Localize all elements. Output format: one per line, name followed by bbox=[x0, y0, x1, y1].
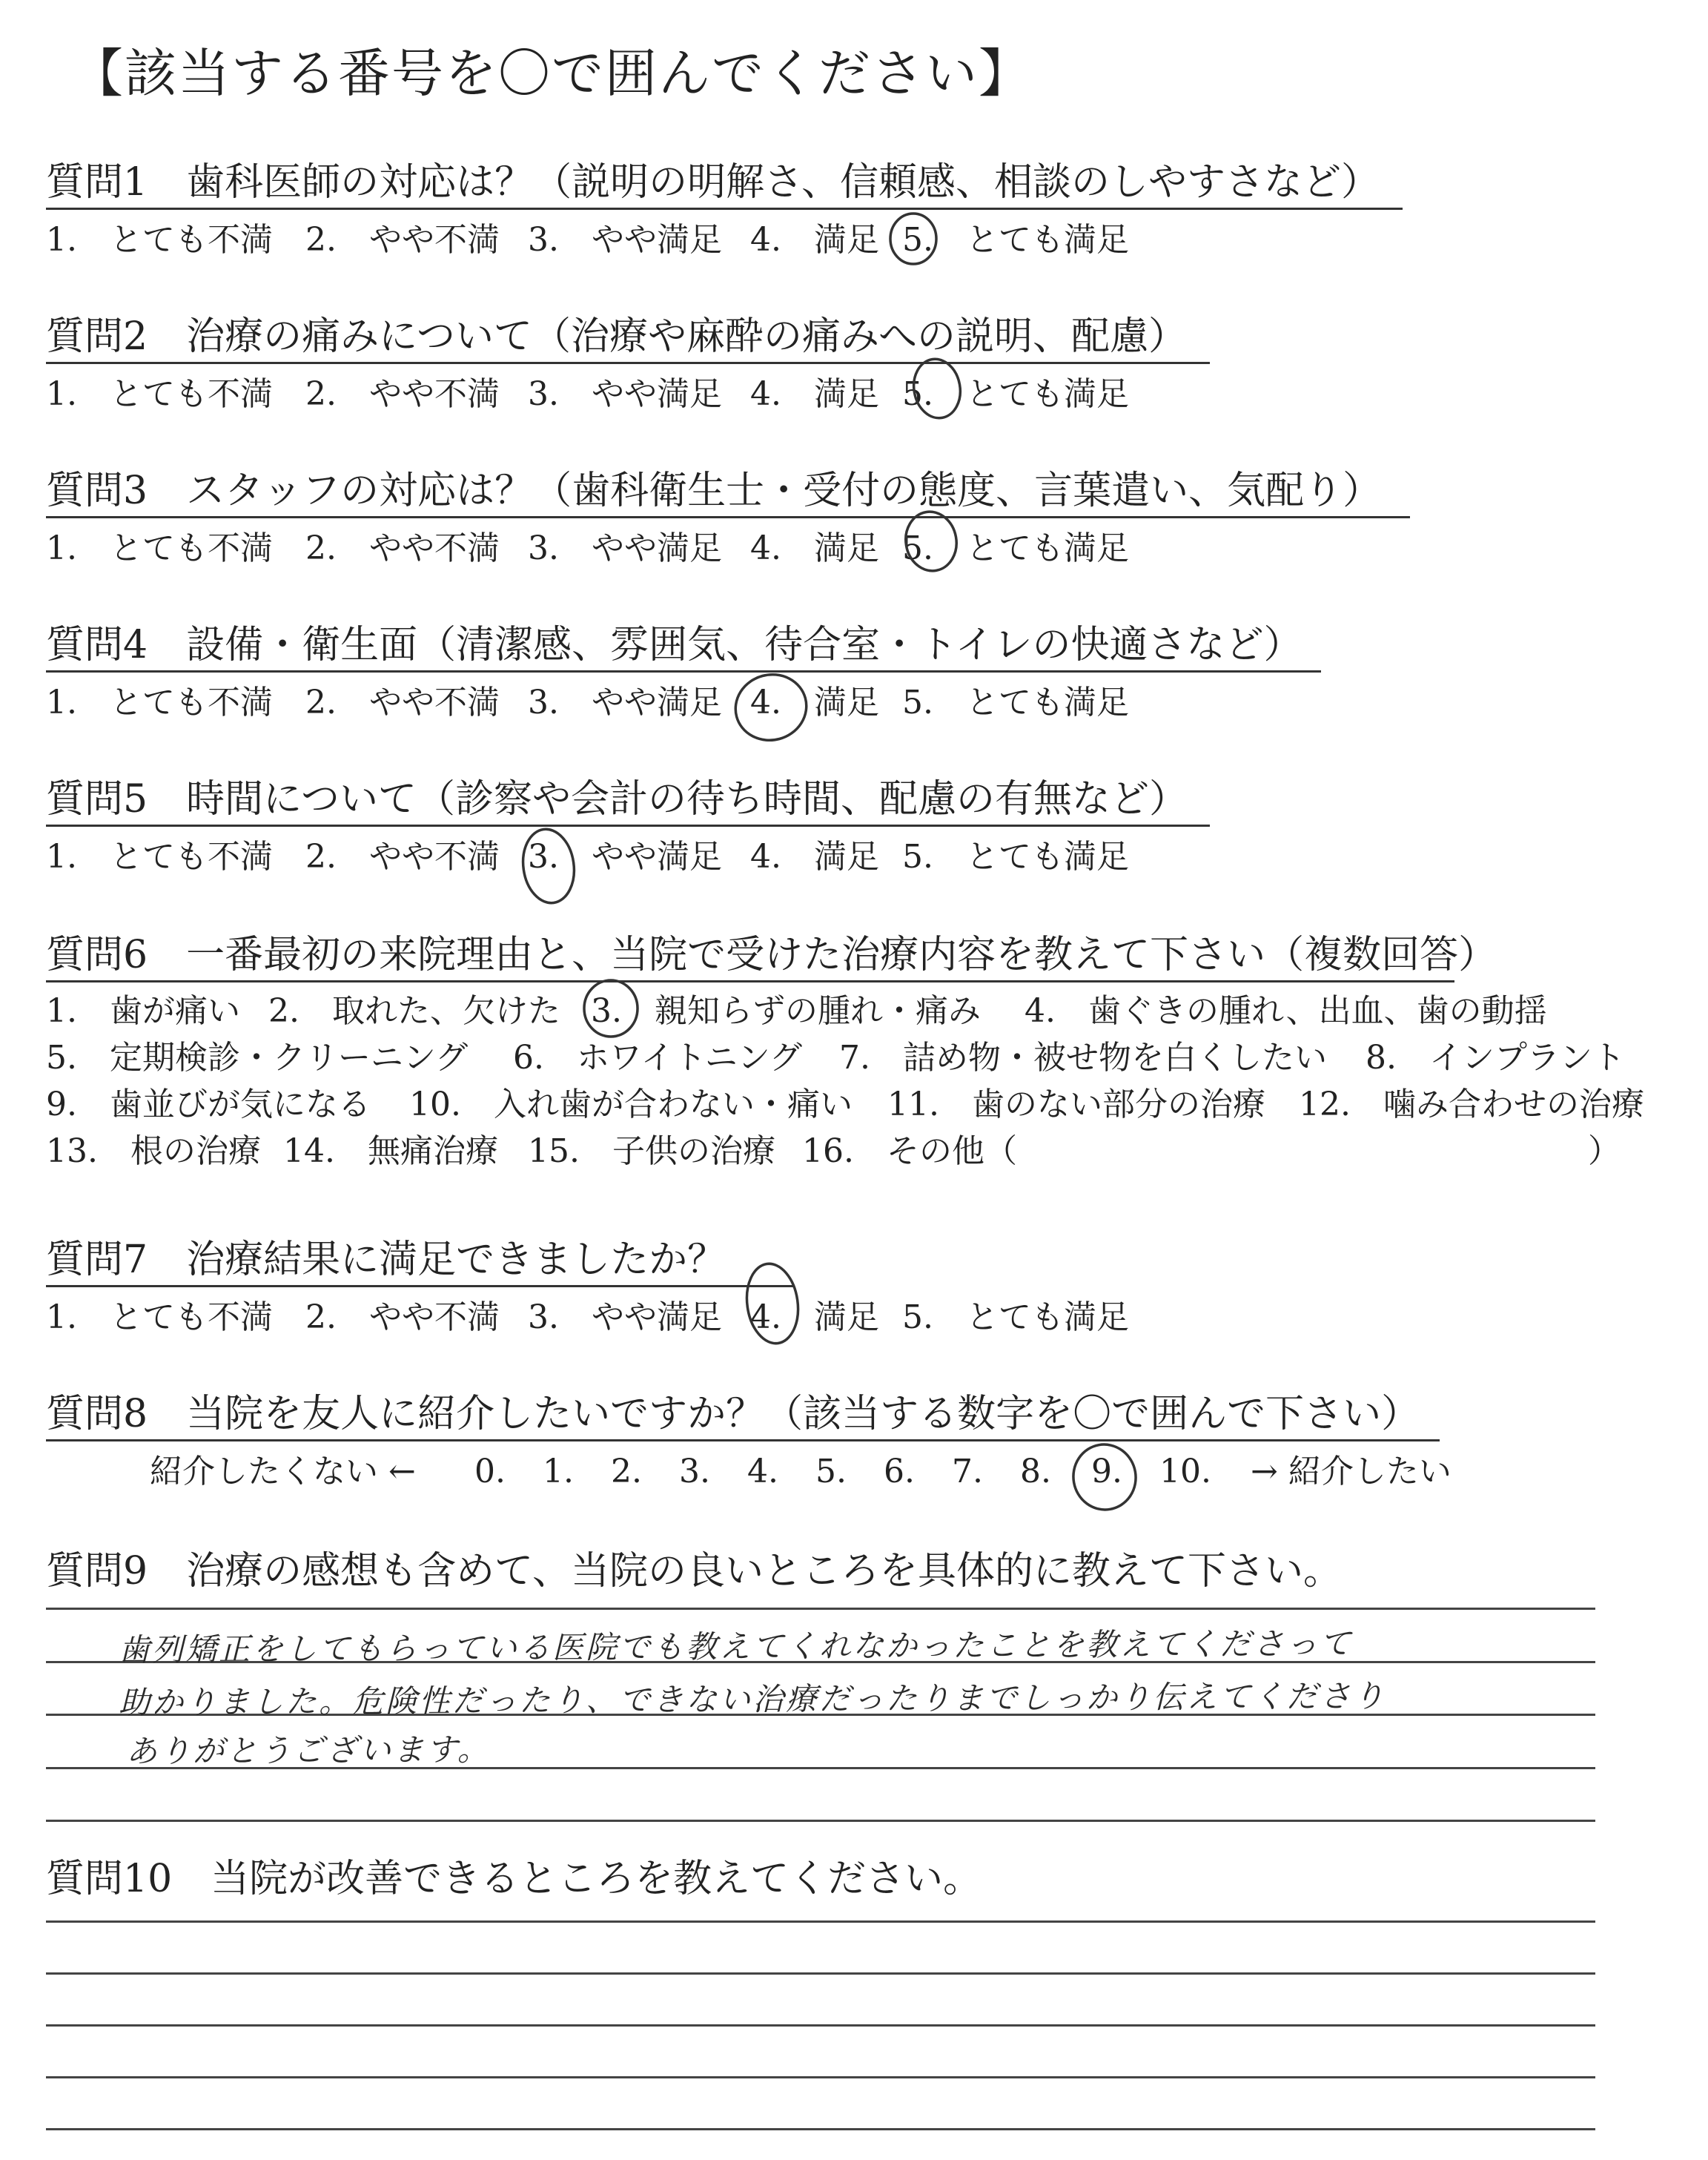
q8-scale-1[interactable]: 1. bbox=[543, 1453, 574, 1490]
q8-scale-5[interactable]: 5. bbox=[815, 1453, 847, 1490]
q1-option-4[interactable]: 4. 満足 bbox=[750, 221, 879, 259]
q8-left-label: 紹介したくない ← bbox=[150, 1453, 416, 1490]
q8-right-label: → 紹介したい bbox=[1251, 1453, 1452, 1490]
q9-handwritten-answer-1: 歯列矯正をしてもらっている医院でも教えてくれなかったことを教えてくださって bbox=[118, 1625, 1354, 1668]
q7-option-5[interactable]: 5. とても満足 bbox=[902, 1298, 1129, 1336]
q1-option-1[interactable]: 1. とても不満 bbox=[46, 221, 273, 259]
q7-option-2[interactable]: 2. やや不満 bbox=[305, 1298, 500, 1336]
q8-scale-8[interactable]: 8. bbox=[1020, 1453, 1051, 1490]
q5-option-1[interactable]: 1. とても不満 bbox=[46, 838, 273, 876]
q6-option-1[interactable]: 1. 歯が痛い bbox=[46, 992, 240, 1030]
q6-underline bbox=[46, 980, 1454, 982]
q6-title: 質問6 一番最初の来院理由と、当院で受けた治療内容を教えて下さい（複数回答） bbox=[46, 933, 1497, 977]
q2-option-3[interactable]: 3. やや満足 bbox=[528, 375, 722, 413]
q6-option-8[interactable]: 8. インプラント bbox=[1366, 1039, 1625, 1077]
q10-answer-line-4 bbox=[46, 2076, 1595, 2078]
q4-underline bbox=[46, 670, 1321, 673]
q5-option-4[interactable]: 4. 満足 bbox=[750, 838, 879, 876]
q8-scale-7[interactable]: 7. bbox=[952, 1453, 983, 1490]
q6-option-11[interactable]: 11. 歯のない部分の治療 bbox=[887, 1086, 1265, 1123]
q6-option-3[interactable]: 3. 親知らずの腫れ・痛み bbox=[591, 992, 981, 1030]
q7-option-4[interactable]: 4. 満足 bbox=[750, 1298, 879, 1336]
q8-scale-4[interactable]: 4. bbox=[747, 1453, 778, 1490]
q7-title: 質問7 治療結果に満足できましたか？ bbox=[46, 1238, 726, 1282]
q2-title: 質問2 治療の痛みについて（治療や麻酔の痛みへの説明、配慮） bbox=[46, 314, 1188, 359]
q2-option-5[interactable]: 5. とても満足 bbox=[902, 375, 1129, 413]
q8-scale-0[interactable]: 0. bbox=[474, 1453, 506, 1490]
q6-option-6[interactable]: 6. ホワイトニング bbox=[513, 1039, 803, 1077]
q4-option-2[interactable]: 2. やや不満 bbox=[305, 684, 500, 721]
q8-title: 質問8 当院を友人に紹介したいですか？（該当する数字を〇で囲んで下さい） bbox=[46, 1392, 1420, 1436]
q3-option-4[interactable]: 4. 満足 bbox=[750, 529, 879, 567]
q8-scale-9[interactable]: 9. bbox=[1091, 1453, 1122, 1490]
q1-underline bbox=[46, 208, 1403, 210]
q1-title: 質問1 歯科医師の対応は？（説明の明解さ、信頼感、相談のしやすさなど） bbox=[46, 160, 1380, 205]
q8-scale-2[interactable]: 2. bbox=[611, 1453, 642, 1490]
q2-option-2[interactable]: 2. やや不満 bbox=[305, 375, 500, 413]
q6-option-2[interactable]: 2. 取れた、欠けた bbox=[268, 992, 560, 1030]
q10-answer-line-5 bbox=[46, 2128, 1595, 2130]
q8-scale-10[interactable]: 10. bbox=[1159, 1453, 1211, 1490]
q2-option-4[interactable]: 4. 満足 bbox=[750, 375, 879, 413]
q6-option-4[interactable]: 4. 歯ぐきの腫れ、出血、歯の動揺 bbox=[1025, 992, 1547, 1030]
q6-option-7[interactable]: 7. 詰め物・被せ物を白くしたい bbox=[839, 1039, 1327, 1077]
q7-underline bbox=[46, 1285, 795, 1287]
q6-other-close-paren: ） bbox=[1588, 1132, 1621, 1170]
q6-option-5[interactable]: 5. 定期検診・クリーニング bbox=[46, 1039, 469, 1077]
q9-answer-line-5 bbox=[46, 1820, 1595, 1822]
q5-option-2[interactable]: 2. やや不満 bbox=[305, 838, 500, 876]
q3-option-3[interactable]: 3. やや満足 bbox=[528, 529, 722, 567]
form-instruction-header: 【該当する番号を〇で囲んでください】 bbox=[71, 43, 1032, 104]
q7-option-1[interactable]: 1. とても不満 bbox=[46, 1298, 273, 1336]
q10-answer-line-2 bbox=[46, 1972, 1595, 1975]
q10-answer-line-3 bbox=[46, 2024, 1595, 2027]
q4-title: 質問4 設備・衛生面（清潔感、雰囲気、待合室・トイレの快適さなど） bbox=[46, 623, 1302, 667]
q8-underline bbox=[46, 1439, 1440, 1441]
q3-title: 質問3 スタッフの対応は？（歯科衛生士・受付の態度、言葉遣い、気配り） bbox=[46, 469, 1382, 513]
q6-option-16[interactable]: 16. その他（ bbox=[802, 1132, 1017, 1170]
q8-scale-6[interactable]: 6. bbox=[884, 1453, 915, 1490]
q6-option-13[interactable]: 13. 根の治療 bbox=[46, 1132, 261, 1170]
q4-option-4[interactable]: 4. 満足 bbox=[750, 684, 879, 721]
q10-answer-line-1 bbox=[46, 1920, 1595, 1923]
q5-option-3[interactable]: 3. やや満足 bbox=[528, 838, 722, 876]
q7-option-3[interactable]: 3. やや満足 bbox=[528, 1298, 722, 1336]
q2-underline bbox=[46, 362, 1210, 364]
q1-option-5[interactable]: 5. とても満足 bbox=[902, 221, 1129, 259]
q9-handwritten-answer-2: 助かりました。危険性だったり、できない治療だったりまでしっかり伝えてくださり bbox=[118, 1677, 1387, 1721]
q3-option-2[interactable]: 2. やや不満 bbox=[305, 529, 500, 567]
q5-title: 質問5 時間について（診察や会計の待ち時間、配慮の有無など） bbox=[46, 777, 1188, 822]
q6-option-14[interactable]: 14. 無痛治療 bbox=[283, 1132, 498, 1170]
q3-option-5[interactable]: 5. とても満足 bbox=[902, 529, 1129, 567]
q9-handwritten-answer-3: ありがとうございます。 bbox=[125, 1731, 491, 1770]
q10-title: 質問10 当院が改善できるところを教えてください。 bbox=[46, 1857, 982, 1901]
q8-scale-3[interactable]: 3. bbox=[679, 1453, 710, 1490]
q4-option-5[interactable]: 5. とても満足 bbox=[902, 684, 1129, 721]
q3-underline bbox=[46, 516, 1410, 518]
q1-option-2[interactable]: 2. やや不満 bbox=[305, 221, 500, 259]
q3-option-1[interactable]: 1. とても不満 bbox=[46, 529, 273, 567]
q9-title: 質問9 治療の感想も含めて、当院の良いところを具体的に教えて下さい。 bbox=[46, 1549, 1343, 1593]
q6-option-15[interactable]: 15. 子供の治療 bbox=[528, 1132, 775, 1170]
q4-option-1[interactable]: 1. とても不満 bbox=[46, 684, 273, 721]
q4-option-3[interactable]: 3. やや満足 bbox=[528, 684, 722, 721]
q6-option-10[interactable]: 10. 入れ歯が合わない・痛い bbox=[409, 1086, 853, 1123]
q6-option-9[interactable]: 9. 歯並びが気になる bbox=[46, 1086, 371, 1123]
q6-option-12[interactable]: 12. 噛み合わせの治療 bbox=[1299, 1086, 1644, 1123]
q2-option-1[interactable]: 1. とても不満 bbox=[46, 375, 273, 413]
q5-option-5[interactable]: 5. とても満足 bbox=[902, 838, 1129, 876]
q9-answer-line-1 bbox=[46, 1608, 1595, 1610]
q5-underline bbox=[46, 825, 1210, 827]
q1-option-3[interactable]: 3. やや満足 bbox=[528, 221, 722, 259]
